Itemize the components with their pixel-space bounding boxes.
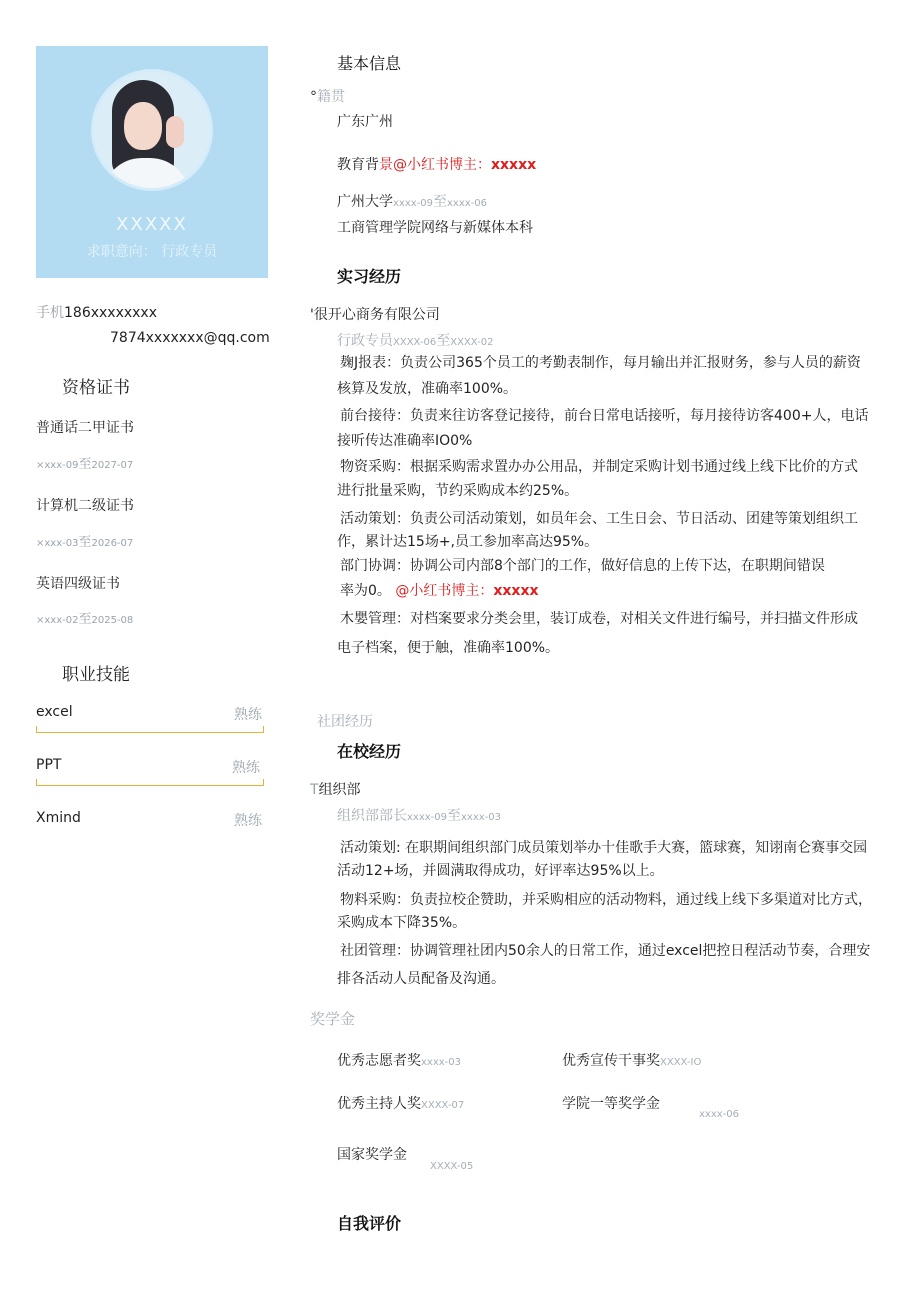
award-item: 学院一等奖学金: [562, 1096, 660, 1112]
certificates-heading: 资格证书: [62, 378, 130, 398]
duty-text: 活动策划: 在职期间组织部门成员策划举办十佳歌手大赛，篮球赛，知诩南仑赛事交园: [340, 840, 868, 856]
skill-bar: [36, 779, 264, 786]
awards-heading: 奖学金: [310, 1010, 356, 1028]
award-date: XXXX-05: [430, 1161, 474, 1172]
duty-text: 部门协调：协调公司内部8个部门的工作，做好信息的上传下达，在职期间错误: [340, 558, 825, 574]
award-item: 优秀宣传干事奖XXXX-IO: [562, 1053, 702, 1069]
internship-heading: 实习经历: [337, 267, 402, 286]
award-item: 优秀志愿者奖xxxx-03: [337, 1053, 462, 1069]
skill-name: Xmind: [36, 810, 81, 826]
school-row: 广州大学xxxx-09至xxxx-06: [337, 194, 488, 210]
avatar: [91, 69, 213, 191]
skill-name: excel: [36, 704, 73, 720]
email: 7874xxxxxxx@qq.com: [110, 330, 270, 346]
duty-text: 核算及发放，准确率100%。: [337, 381, 518, 397]
campus-heading: 在校经历: [337, 742, 402, 761]
education-label: 教育背景@小红书博主：xxxxx: [337, 157, 537, 173]
club-label: 社团经历: [317, 714, 373, 730]
phone-number: 186xxxxxxxx: [64, 305, 158, 321]
skills-heading: 职业技能: [62, 665, 130, 685]
award-item: 国家奖学金: [337, 1147, 407, 1163]
phone-row: [36, 302, 157, 322]
cert-name: 计算机二级证书: [36, 498, 134, 514]
duty-text: 前台接待：负责来往访客登记接待，前台日常电话接听，每月接待访客400+人，电话: [340, 408, 869, 424]
org-name: T组织部: [310, 782, 361, 798]
skill-name: PPT: [36, 757, 62, 773]
duty-text: 排各活动人员配备及沟通。: [337, 971, 505, 987]
origin-value: 广东广州: [337, 114, 393, 130]
company-name: '很开心商务有限公司: [310, 307, 440, 323]
major: 工商管理学院网络与新媒体本科: [337, 220, 533, 236]
basic-info-heading: 基本信息: [337, 54, 402, 73]
cert-name: 普通话二甲证书: [36, 420, 134, 436]
profile-card: [36, 46, 268, 278]
phone-label: 手机: [36, 305, 64, 321]
cert-name: 英语四级证书: [36, 576, 120, 592]
skill-level: 熟练: [234, 813, 262, 829]
self-eval-heading: 自我评价: [337, 1214, 402, 1233]
cert-date: ×xxx-09至2027-07: [36, 457, 134, 472]
candidate-name: XXXXX: [116, 214, 188, 235]
duty-text: 物料采购：负责拉校企赞助，并采购相应的活动物料，通过线上线下多渠道对比方式，: [340, 892, 872, 908]
skill-level: 熟练: [232, 760, 260, 776]
campus-role: 组织部部长xxxx-09至xxxx-03: [337, 808, 502, 824]
internship-role: 行政专员XXXX-06至XXXX-02: [337, 333, 494, 349]
duty-text: 进行批量采购，节约采购成本约25%。: [337, 483, 579, 499]
origin-label: °籍贯: [310, 89, 345, 105]
duty-text: 采购成本下降35%。: [337, 915, 467, 931]
job-intention: 求职意向： 行政专员: [86, 244, 218, 260]
cert-date: ×xxx-02至2025-08: [36, 612, 134, 627]
award-item: 优秀主持人奖XXXX-07: [337, 1096, 465, 1112]
duty-text: 物资采购：根据采购需求置办办公用品，并制定采购计划书通过线上线下比价的方式: [340, 459, 858, 475]
duty-text: 电子档案，便于触，准确率100%。: [337, 640, 560, 656]
duty-text: 作，累计达15场+,员工参加率高达95%。: [337, 534, 599, 550]
duty-text: 木嬰管理：对档案要求分类会里，装订成卷，对相关文件进行编号，并扫描文件形成: [340, 611, 858, 627]
duty-text: 率为0。 @小红书博主：xxxxx: [340, 583, 539, 599]
skill-level: 熟练: [234, 707, 262, 723]
duty-text: 活动策划：负责公司活动策划，如员年会、工生日会、节日活动、团建等策划组织工: [340, 511, 858, 527]
award-date: xxxx-06: [699, 1109, 740, 1120]
skill-bar: [36, 726, 264, 733]
cert-date: ×xxx-03至2026-07: [36, 535, 134, 550]
duty-text: 接听传达准确率IO0%: [337, 433, 473, 449]
duty-text: 社团管理：协调管理社团内50余人的日常工作，通过excel把控日程活动节奏，合理安: [340, 943, 871, 959]
duty-text: 麹J报表：负责公司365个员工的考勤表制作，每月输出并汇报财务，参与人员的薪资: [340, 355, 861, 371]
duty-text: 活动12+场，并圆满取得成功，好评率达95%以上。: [337, 863, 664, 879]
